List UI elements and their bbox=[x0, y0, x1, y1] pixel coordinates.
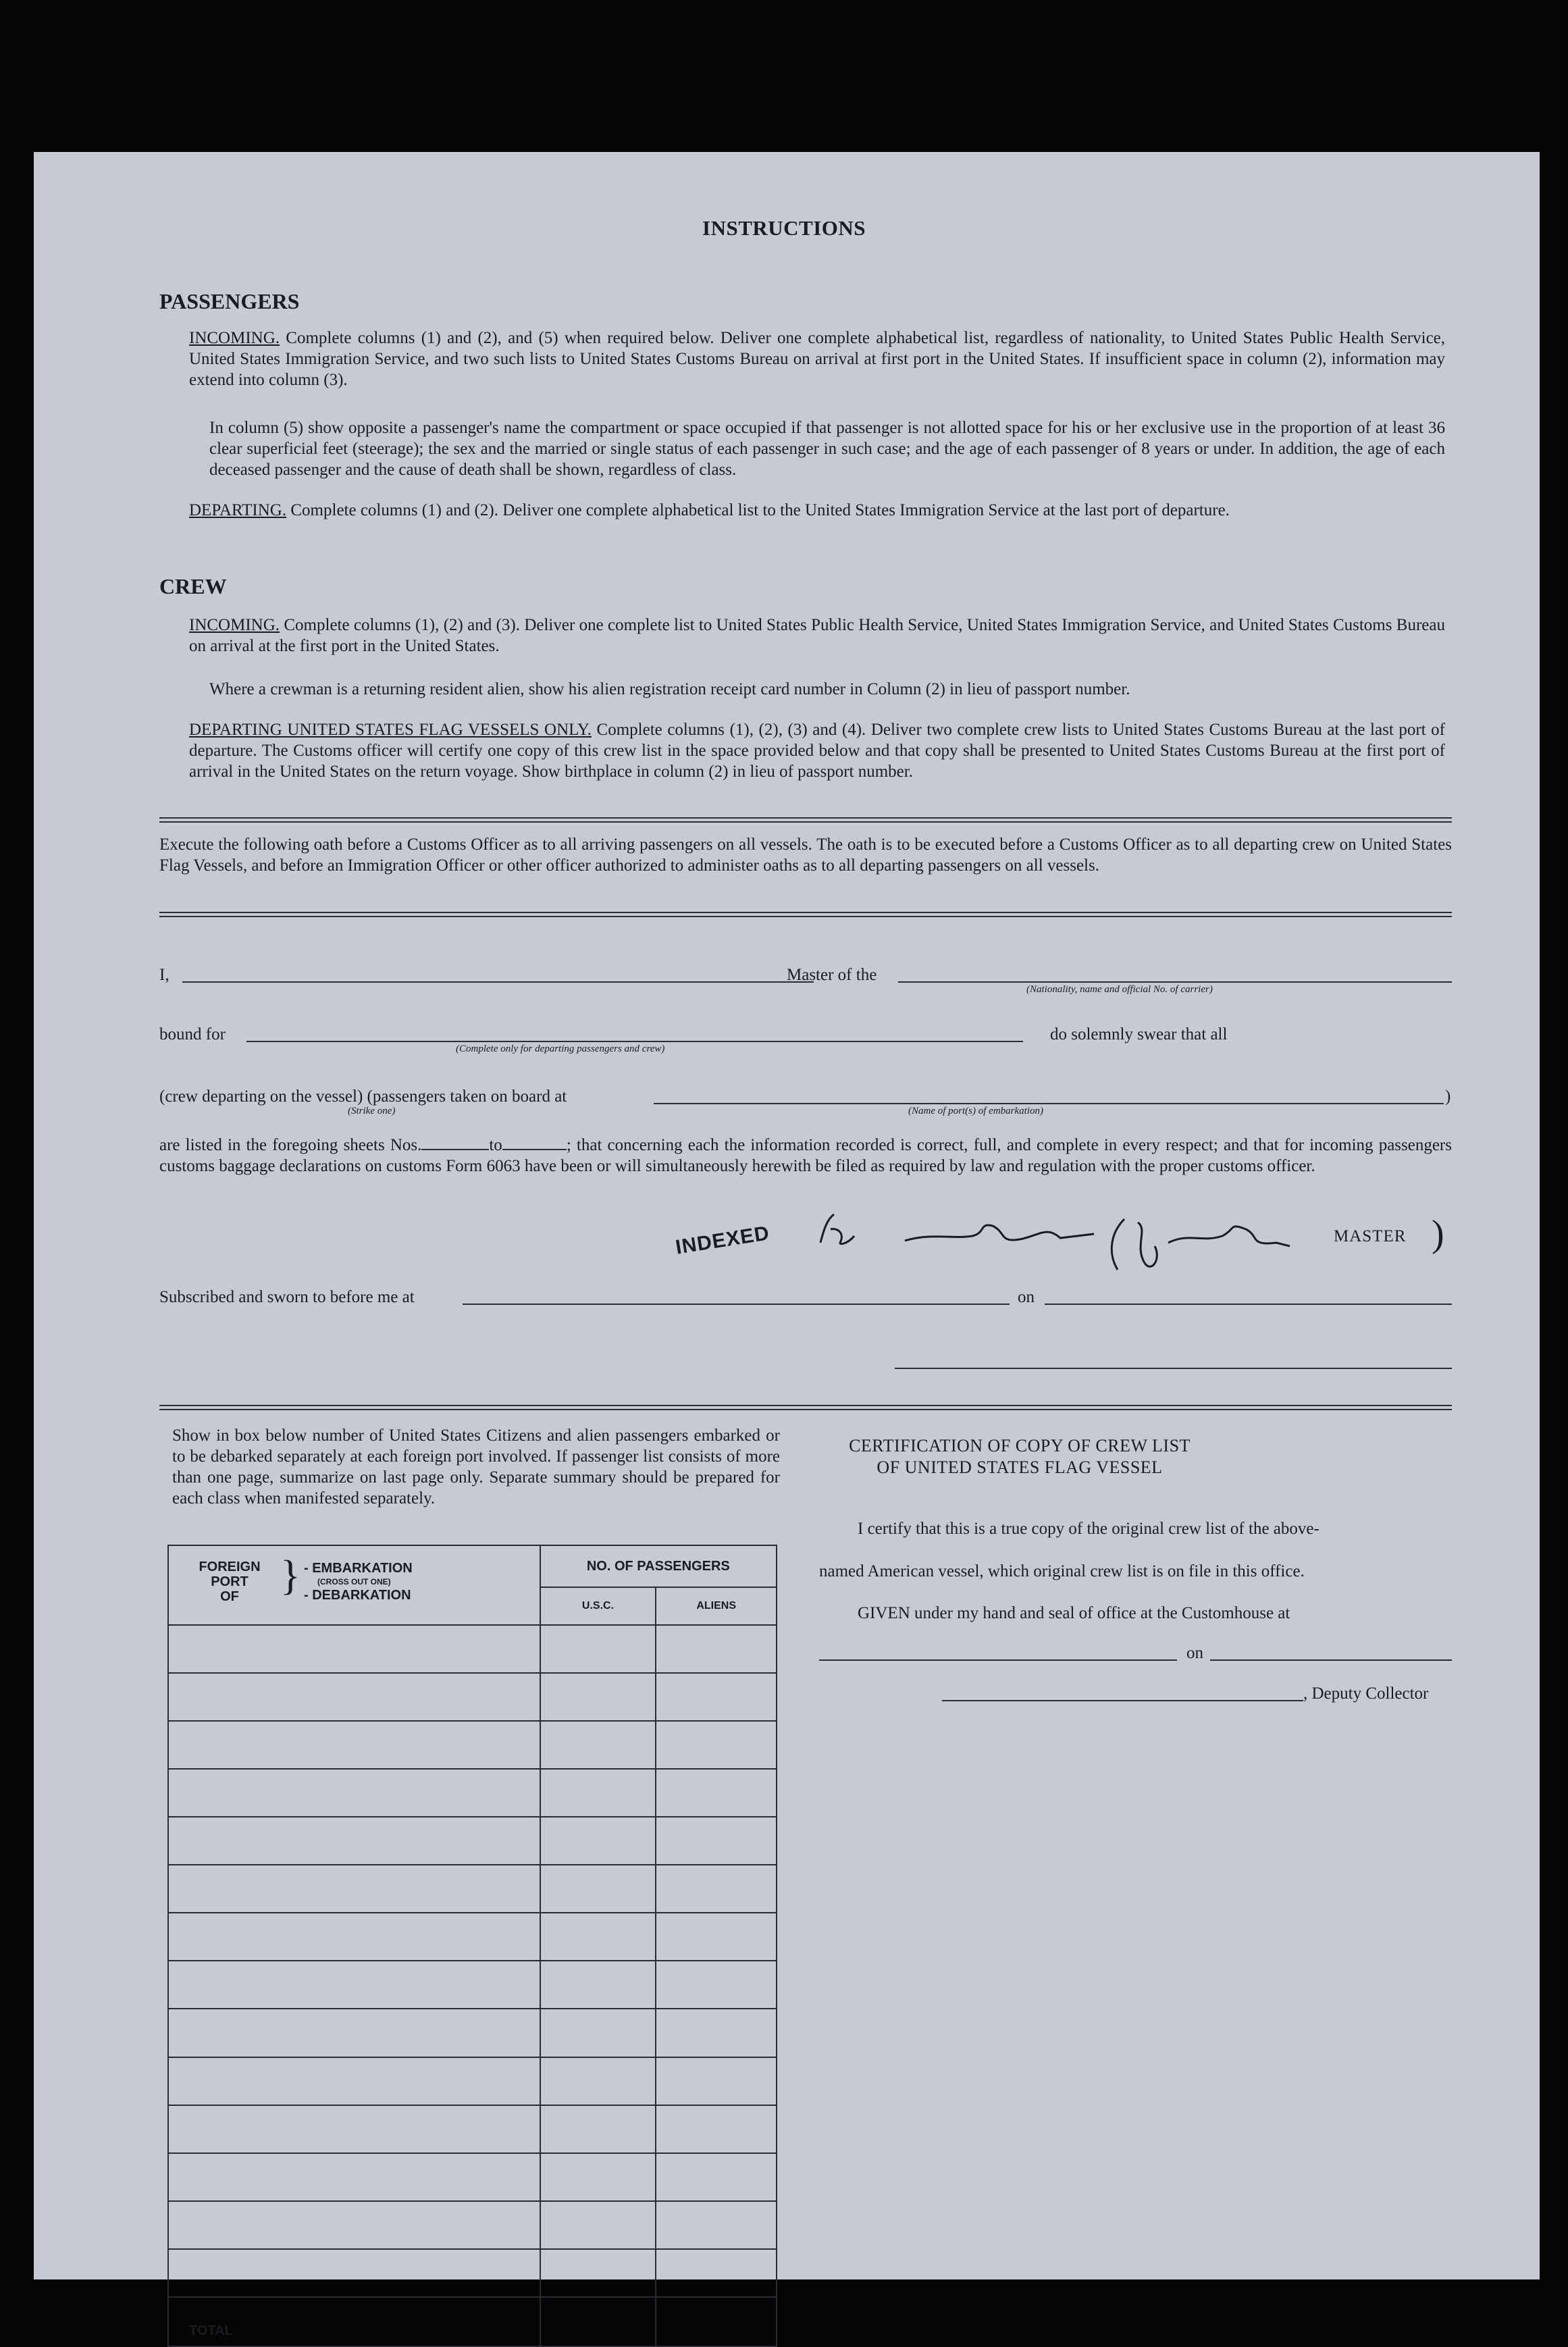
crew-heading: CREW bbox=[159, 574, 227, 598]
certification-on-label: on bbox=[1186, 1644, 1203, 1662]
port-cell[interactable] bbox=[168, 2153, 540, 2201]
port-cell[interactable] bbox=[168, 2057, 540, 2105]
listed-post: ; that concerning each the information recorded is correct, full, and complete in every respect; and that for incoming passengers customs baggage declarations on customs Form 6063 have been or will simultaneously herewith be filed as required by law and regulation with the proper customs officer. bbox=[159, 1136, 1452, 1175]
close-paren: ) bbox=[1445, 1087, 1451, 1106]
usc-cell[interactable] bbox=[540, 1625, 656, 1673]
aliens-cell[interactable] bbox=[656, 1721, 777, 1769]
aliens-header: ALIENS bbox=[656, 1587, 777, 1625]
debarkation-label: - DEBARKATION bbox=[304, 1588, 411, 1603]
port-cell[interactable] bbox=[168, 2201, 540, 2249]
certify-line-2: named American vessel, which original crew list is on file in this office. bbox=[819, 1562, 1305, 1580]
subscribed-date-field[interactable] bbox=[1045, 1304, 1452, 1305]
port-cell[interactable] bbox=[168, 1721, 540, 1769]
aliens-cell[interactable] bbox=[656, 2057, 777, 2105]
deputy-collector-signature-field[interactable] bbox=[942, 1700, 1303, 1701]
port-cell[interactable] bbox=[168, 1865, 540, 1913]
usc-cell[interactable] bbox=[540, 1721, 656, 1769]
initials-mark bbox=[810, 1209, 864, 1249]
of-label: OF bbox=[220, 1589, 239, 1604]
signature bbox=[871, 1206, 1310, 1280]
usc-cell[interactable] bbox=[540, 1961, 656, 2009]
form-sheet bbox=[34, 152, 1540, 2338]
certification-date-field[interactable] bbox=[1210, 1659, 1452, 1661]
port-cell[interactable] bbox=[168, 1625, 540, 1673]
divider bbox=[159, 817, 1452, 823]
given-text: GIVEN under my hand and seal of office at the Customhouse at bbox=[858, 1604, 1290, 1622]
port-cell[interactable] bbox=[168, 1817, 540, 1865]
usc-total-cell[interactable] bbox=[540, 2297, 656, 2346]
cross-out-label: (CROSS OUT ONE) bbox=[317, 1577, 391, 1587]
passengers-departing-text: Complete columns (1) and (2). Deliver one complete alphabetical list to the United States Immigration Service at the last port of departure. bbox=[290, 501, 1230, 519]
port-cell[interactable] bbox=[168, 2105, 540, 2153]
bound-for-caption: (Complete only for departing passengers and crew) bbox=[456, 1043, 665, 1054]
embarkation-label: - EMBARKATION bbox=[304, 1561, 413, 1576]
carrier-field[interactable] bbox=[898, 981, 1452, 983]
crew-departing-paragraph bbox=[189, 719, 1445, 782]
divider bbox=[159, 912, 1452, 917]
foreign-label: FOREIGN bbox=[199, 1559, 261, 1574]
aliens-cell[interactable] bbox=[656, 1961, 777, 2009]
usc-cell[interactable] bbox=[540, 2009, 656, 2057]
carrier-caption: (Nationality, name and official No. of carrier) bbox=[1026, 984, 1213, 995]
port-caption: (Name of port(s) of embarkation) bbox=[908, 1106, 1043, 1116]
deputy-collector-label: , Deputy Collector bbox=[1303, 1684, 1429, 1703]
subscribed-label: Subscribed and sworn to before me at bbox=[159, 1288, 415, 1306]
usc-cell[interactable] bbox=[540, 2153, 656, 2201]
usc-cell[interactable] bbox=[540, 2201, 656, 2249]
port-cell[interactable] bbox=[168, 1961, 540, 2009]
crew-resident-paragraph: Where a crewman is a returning resident alien, show his alien registration receipt card number in Column (2) in lieu of passport number. bbox=[209, 680, 1130, 698]
certification-title-line-2: OF UNITED STATES FLAG VESSEL bbox=[877, 1458, 1163, 1477]
master-of-label: Master of the bbox=[787, 966, 877, 984]
oath-listed-paragraph bbox=[159, 1135, 1452, 1177]
crew-incoming-paragraph bbox=[189, 615, 1445, 656]
aliens-cell[interactable] bbox=[656, 2249, 777, 2297]
oath-i-label: I, bbox=[159, 966, 169, 984]
port-header-cell bbox=[168, 1545, 540, 1625]
usc-cell[interactable] bbox=[540, 1865, 656, 1913]
aliens-cell[interactable] bbox=[656, 1817, 777, 1865]
page-title: INSTRUCTIONS bbox=[702, 216, 866, 240]
certification-title-line-1: CERTIFICATION OF COPY OF CREW LIST bbox=[849, 1436, 1191, 1455]
usc-header: U.S.C. bbox=[540, 1587, 656, 1625]
passengers-departing-label: DEPARTING. bbox=[189, 501, 287, 519]
bound-for-field[interactable] bbox=[246, 1041, 1023, 1042]
summary-instructions: Show in box below number of United States Citizens and alien passengers embarked or to be debarked separately at each foreign port involved. If passenger list consists of more than one page, summarize on last page only. Separate summary should be prepared for each class when manifested separately. bbox=[172, 1426, 780, 1507]
passengers-column5-paragraph: In column (5) show opposite a passenger's name the compartment or space occupied if that passenger is not allotted space for his or her exclusive use in the proportion of at least 36 clear superficial feet (steerage); the sex and the married or single status of each passenger in such case; and the age of each passenger of 8 years or under. In addition, the age of each deceased passenger and the cause of death shall be shown, regardless of class. bbox=[209, 419, 1445, 479]
indexed-stamp: INDEXED bbox=[674, 1222, 771, 1259]
listed-to: to bbox=[489, 1136, 502, 1154]
port-cell[interactable] bbox=[168, 1769, 540, 1817]
passengers-incoming-label: INCOMING. bbox=[189, 329, 280, 347]
certification-title bbox=[817, 1435, 1222, 1478]
usc-cell[interactable] bbox=[540, 1769, 656, 1817]
port-label: PORT bbox=[211, 1574, 249, 1589]
signature-close-paren: ) bbox=[1432, 1213, 1444, 1255]
aliens-total-cell[interactable] bbox=[656, 2297, 777, 2346]
usc-cell[interactable] bbox=[540, 2105, 656, 2153]
aliens-cell[interactable] bbox=[656, 1913, 777, 1961]
port-cell[interactable] bbox=[168, 2249, 540, 2297]
sheet-to-field[interactable] bbox=[502, 1149, 567, 1150]
oath-instruction: Execute the following oath before a Customs Officer as to all arriving passengers on all vessels. The oath is to be executed before a Customs Officer as to all departing crew on United States Flag Vessels, and before an Immigration Officer or other officer authorized to administer oaths as to all departing passengers on all vessels. bbox=[159, 835, 1452, 875]
subscribed-on-label: on bbox=[1018, 1288, 1035, 1306]
port-cell[interactable] bbox=[168, 1673, 540, 1721]
total-label: TOTAL bbox=[168, 2297, 540, 2346]
embarkation-port-field[interactable] bbox=[654, 1103, 1444, 1104]
usc-cell[interactable] bbox=[540, 1673, 656, 1721]
aliens-cell[interactable] bbox=[656, 1625, 777, 1673]
usc-cell[interactable] bbox=[540, 2057, 656, 2105]
aliens-cell[interactable] bbox=[656, 1769, 777, 1817]
crew-incoming-text: Complete columns (1), (2) and (3). Deliver one complete list to United States Public Health Service, United States Immigration Service, and United States Customs Bureau on arrival at the first port in the United States. bbox=[189, 616, 1445, 655]
aliens-cell[interactable] bbox=[656, 2153, 777, 2201]
bound-for-label: bound for bbox=[159, 1025, 226, 1043]
passengers-heading: PASSENGERS bbox=[159, 289, 300, 313]
divider bbox=[159, 1405, 1452, 1410]
subscribed-place-field[interactable] bbox=[463, 1304, 1010, 1305]
passengers-departing-paragraph bbox=[189, 500, 1445, 521]
passengers-incoming-text: Complete columns (1) and (2), and (5) when required below. Deliver one complete alphabetical list, regardless of nationality, to United States Public Health Service, United States Immigration Service, and two such lists to United States Customs Bureau on arrival at first port in the United States. If insufficient space in column (2), information may extend into column (3). bbox=[189, 329, 1446, 389]
usc-cell[interactable] bbox=[540, 2249, 656, 2297]
port-cell[interactable] bbox=[168, 1913, 540, 1961]
swear-text: do solemnly swear that all bbox=[1050, 1025, 1228, 1043]
listed-pre: are listed in the foregoing sheets Nos. bbox=[159, 1136, 422, 1154]
usc-cell[interactable] bbox=[540, 1817, 656, 1865]
crew-departing-label: DEPARTING UNITED STATES FLAG VESSELS ONLY. bbox=[189, 721, 592, 739]
officer-signature-field[interactable] bbox=[895, 1368, 1452, 1369]
crew-departing-text: Complete columns (1), (2), (3) and (4). Deliver two complete crew lists to United States Customs Bureau at the last port of departure. The Customs officer will certify one copy of this crew list in the space provided below and that copy shall be presented to United States Customs Bureau at the first port of arrival in the United States on the return voyage. Show birthplace in column (2) in lieu of passport number. bbox=[189, 721, 1445, 781]
master-label: MASTER bbox=[1334, 1227, 1407, 1245]
aliens-cell[interactable] bbox=[656, 2105, 777, 2153]
no-passengers-header: NO. OF PASSENGERS bbox=[540, 1545, 777, 1587]
aliens-cell[interactable] bbox=[656, 2009, 777, 2057]
aliens-cell[interactable] bbox=[656, 1673, 777, 1721]
port-cell[interactable] bbox=[168, 2009, 540, 2057]
crew-incoming-label: INCOMING. bbox=[189, 616, 280, 634]
brace: } bbox=[280, 1553, 300, 1599]
passenger-summary-table bbox=[167, 1545, 777, 2347]
crew-departing-text: (crew departing on the vessel) (passengers taken on board at bbox=[159, 1087, 567, 1106]
sheet-from-field[interactable] bbox=[421, 1149, 489, 1150]
aliens-cell[interactable] bbox=[656, 1865, 777, 1913]
customhouse-field[interactable] bbox=[819, 1659, 1177, 1661]
master-name-field[interactable] bbox=[182, 981, 814, 983]
usc-cell[interactable] bbox=[540, 1913, 656, 1961]
aliens-cell[interactable] bbox=[656, 2201, 777, 2249]
strike-caption: (Strike one) bbox=[348, 1106, 396, 1116]
passengers-incoming-paragraph bbox=[189, 328, 1445, 390]
certify-line-1: I certify that this is a true copy of the original crew list of the above- bbox=[858, 1520, 1319, 1538]
